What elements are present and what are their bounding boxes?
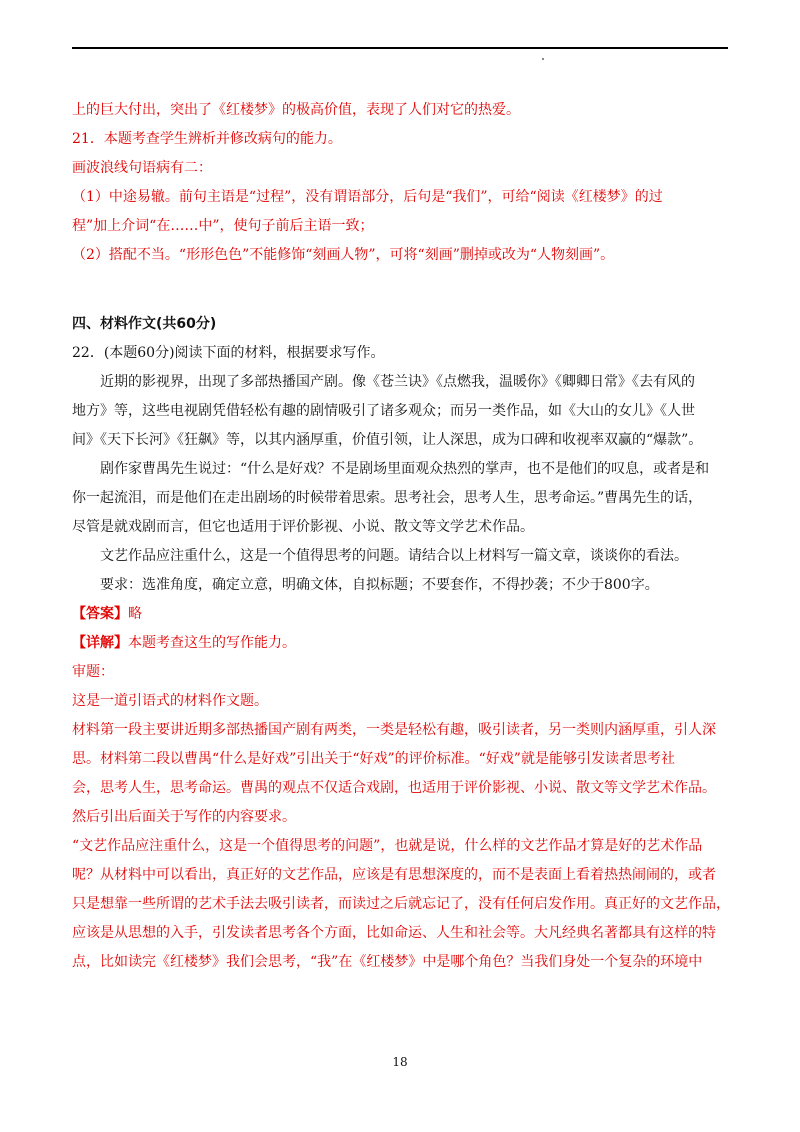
writing-requirements: 要求：选准角度，确定立意，明确文体，自拟标题；不要套作，不得抄袭；不少于800字。 <box>100 577 659 593</box>
review-r2-line3: 会，思考人生，思考命运。曹禺的观点不仅适合戏剧，也适用于评价影视、小说、散文等文学艺术作品。 <box>72 780 716 796</box>
review-r1: 这是一道引语式的材料作文题。 <box>72 693 268 709</box>
q22-title: 22．(本题60分)阅读下面的材料，根据要求写作。 <box>72 345 385 361</box>
answer-value: 略 <box>128 606 142 622</box>
prev-answer-line: 上的巨大付出，突出了《红楼梦》的极高价值，表现了人们对它的热爱。 <box>72 102 520 118</box>
q21-title: 21．本题考查学生辨析并修改病句的能力。 <box>72 131 342 147</box>
answer-label: 【答案】 <box>72 606 128 622</box>
q21-point1-line2: 程”加上介词“在……中”，使句子前后主语一致； <box>72 218 374 234</box>
answer-line <box>72 600 732 629</box>
q21-point2: （2）搭配不当。“形形色色”不能修饰“刻画人物”，可将“刻画”删掉或改为“人物刻画”。 <box>72 247 615 263</box>
header-rule <box>72 47 728 49</box>
review-label: 审题： <box>72 664 114 680</box>
material-para1-line2: 地方》等，这些电视剧凭借轻松有趣的剧情吸引了诸多观众；而另一类作品，如《大山的女儿》《人世 <box>72 403 695 419</box>
section-heading: 四、材料作文(共60分) <box>72 316 217 332</box>
review-r3-line4: 应该是从思想的入手，引发读者思考各个方面，比如命运、人生和社会等。大凡经典名著都具有这样的特 <box>72 925 716 941</box>
writing-prompt: 文艺作品应注重什么，这是一个值得思考的问题。请结合以上材料写一篇文章，谈谈你的看法。 <box>100 548 688 564</box>
header-dot <box>542 58 544 60</box>
review-r3-line3: 只是想靠一些所谓的艺术手法去吸引读者，而读过之后就忘记了，没有任何启发作用。真正好的文艺作品， <box>72 896 730 912</box>
review-r2-line4: 然后引出后面关于写作的内容要求。 <box>72 809 296 825</box>
material-para2-line1: 剧作家曹禺先生说过：“什么是好戏？不是剧场里面观众热烈的掌声，也不是他们的叹息，或者是和 <box>100 461 710 477</box>
material-para1-line1: 近期的影视界，出现了多部热播国产剧。像《苍兰诀》《点燃我，温暖你》《卿卿日常》《去有风的 <box>100 374 695 390</box>
review-r3-line2: 呢？从材料中可以看出，真正好的文艺作品，应该是有思想深度的，而不是表面上看着热热闹闹的，或者 <box>72 867 716 883</box>
review-r3-line5: 点，比如读完《红楼梦》我们会思考，“我”在《红楼梦》中是哪个角色？当我们身处一个复杂的环境中 <box>72 954 703 970</box>
q21-intro: 画波浪线句语病有二： <box>72 160 212 176</box>
q21-point1-line1: （1）中途易辙。前句主语是“过程”，没有谓语部分，后句是“我们”，可给“阅读《红楼梦》的过 <box>72 189 663 205</box>
review-r3-line1: “文艺作品应注重什么，这是一个值得思考的问题”，也就是说，什么样的文艺作品才算是好的艺术作品 <box>72 838 703 854</box>
material-para2-line3: 尽管是就戏剧而言，但它也适用于评价影视、小说、散文等文学艺术作品。 <box>72 519 534 535</box>
material-para2-line2: 你一起流泪，而是他们在走出剧场的时候带着思索。思考社会，思考人生，思考命运。”曹禺先生的话， <box>72 490 703 506</box>
review-r2-line2: 思。材料第二段以曹禺“什么是好戏”引出关于“好戏”的评价标准。“好戏”就是能够引发读者思考社 <box>72 751 675 767</box>
review-r2-line1: 材料第一段主要讲近期多部热播国产剧有两类，一类是轻松有趣，吸引读者，另一类则内涵厚重，引人深 <box>72 722 716 738</box>
detail-label: 【详解】 <box>72 635 128 651</box>
page-number: 18 <box>392 1055 408 1069</box>
detail-line <box>72 629 732 658</box>
page-content <box>72 96 732 977</box>
detail-value: 本题考查这生的写作能力。 <box>128 635 296 651</box>
material-para1-line3: 间》《天下长河》《狂飙》等，以其内涵厚重，价值引领，让人深思，成为口碑和收视率双赢的“爆款”。 <box>72 432 703 448</box>
